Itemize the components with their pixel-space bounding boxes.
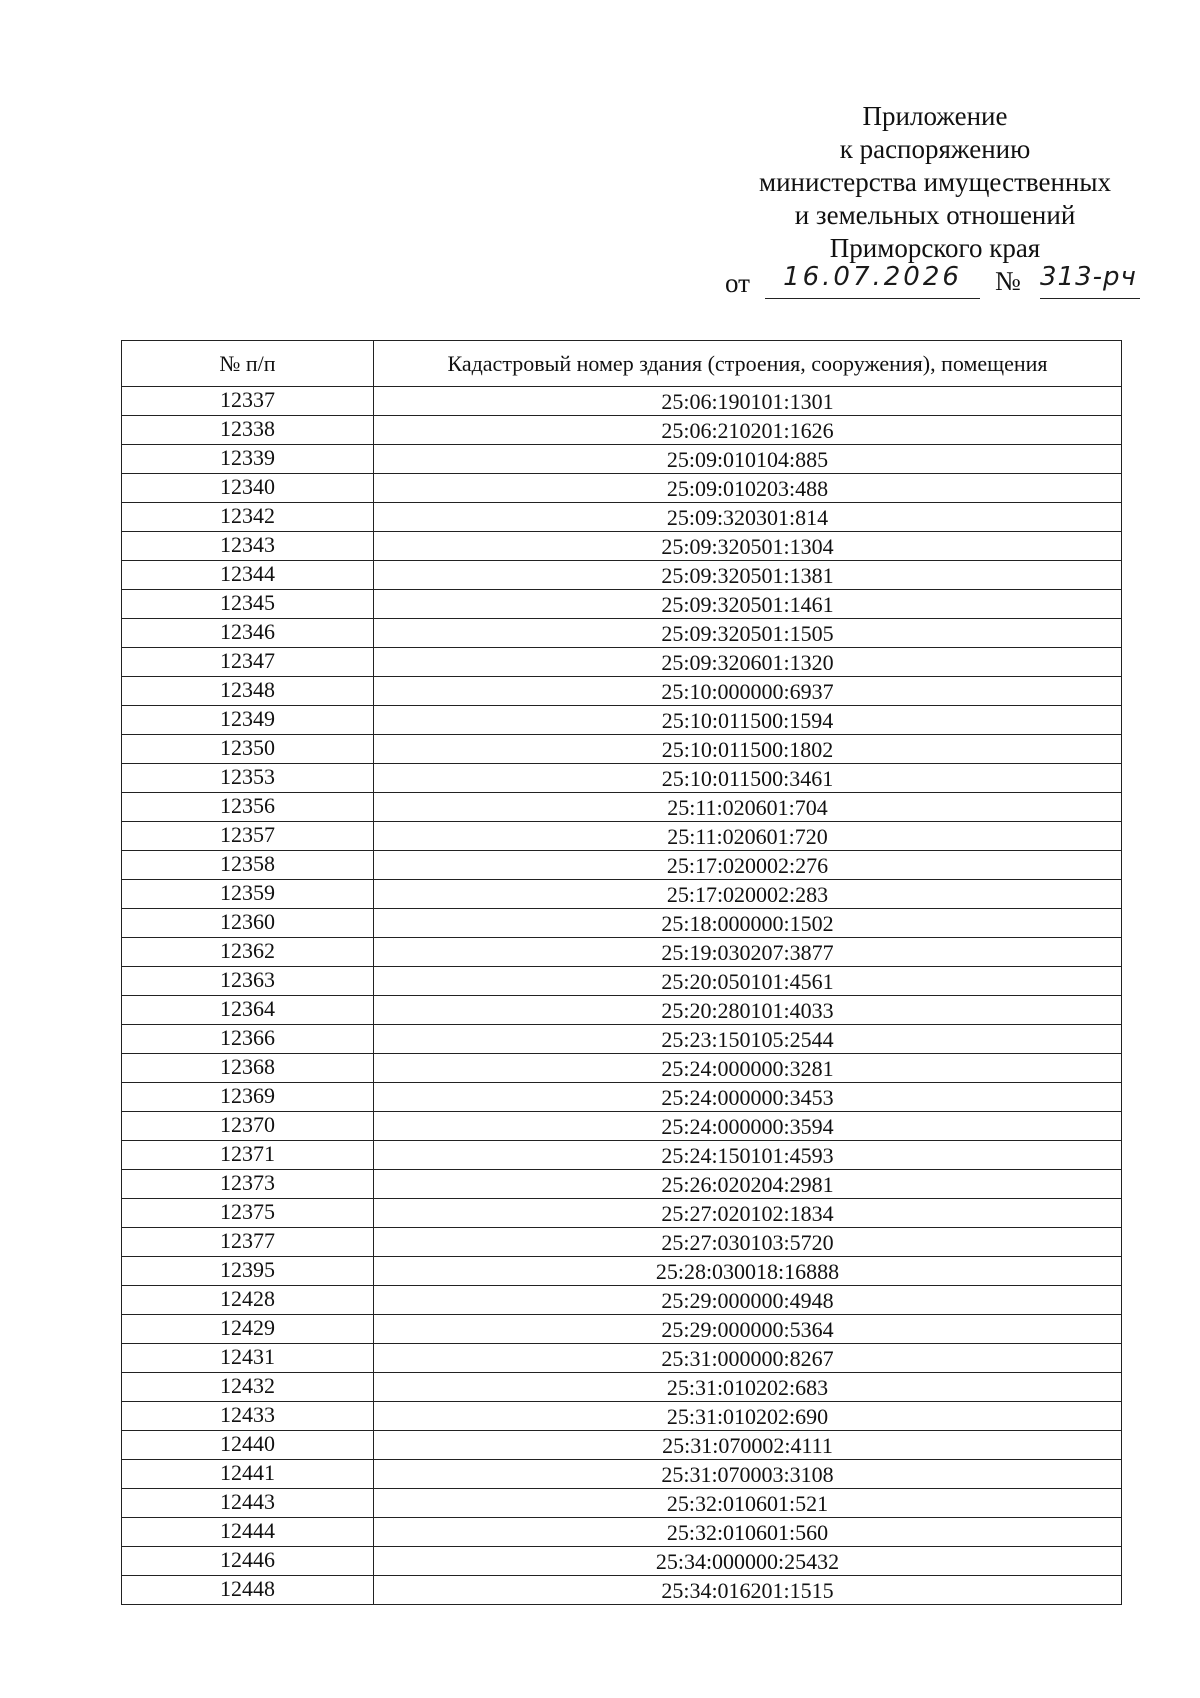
row-index-cell: 12360 — [122, 909, 374, 938]
row-cadastral-number-cell: 25:09:320501:1505 — [374, 619, 1122, 648]
table-row — [122, 1112, 1122, 1141]
row-index-cell: 12342 — [122, 503, 374, 532]
header-line-appendix: Приложение — [862, 101, 1008, 131]
row-cadastral-number-cell: 25:09:010203:488 — [374, 474, 1122, 503]
row-cadastral-number-cell: 25:34:016201:1515 — [374, 1576, 1122, 1605]
row-cadastral-number-cell: 25:10:011500:1802 — [374, 735, 1122, 764]
table-row — [122, 503, 1122, 532]
row-cadastral-number-cell: 25:31:070002:4111 — [374, 1431, 1122, 1460]
header-line-to-order: к распоряжению — [839, 134, 1031, 164]
row-index-cell: 12348 — [122, 677, 374, 706]
row-cadastral-number-cell: 25:18:000000:1502 — [374, 909, 1122, 938]
row-cadastral-number-cell: 25:20:280101:4033 — [374, 996, 1122, 1025]
table-row — [122, 880, 1122, 909]
row-index-cell: 12395 — [122, 1257, 374, 1286]
row-cadastral-number-cell: 25:24:000000:3281 — [374, 1054, 1122, 1083]
row-cadastral-number-cell: 25:28:030018:16888 — [374, 1257, 1122, 1286]
table-row — [122, 1489, 1122, 1518]
header-line-ministry: министерства имущественных — [759, 167, 1111, 197]
row-index-cell: 12362 — [122, 938, 374, 967]
row-cadastral-number-cell: 25:34:000000:25432 — [374, 1547, 1122, 1576]
row-index-cell: 12339 — [122, 445, 374, 474]
row-cadastral-number-cell: 25:27:020102:1834 — [374, 1199, 1122, 1228]
row-index-cell: 12373 — [122, 1170, 374, 1199]
row-cadastral-number-cell: 25:20:050101:4561 — [374, 967, 1122, 996]
column-header-index: № п/п — [122, 341, 374, 387]
row-cadastral-number-cell: 25:19:030207:3877 — [374, 938, 1122, 967]
row-index-cell: 12345 — [122, 590, 374, 619]
row-cadastral-number-cell: 25:24:000000:3453 — [374, 1083, 1122, 1112]
table-row — [122, 851, 1122, 880]
row-cadastral-number-cell: 25:31:010202:690 — [374, 1402, 1122, 1431]
table-row — [122, 938, 1122, 967]
row-cadastral-number-cell: 25:06:190101:1301 — [374, 387, 1122, 416]
header-line-relations: и земельных отношений — [794, 200, 1076, 230]
row-index-cell: 12446 — [122, 1547, 374, 1576]
row-index-cell: 12338 — [122, 416, 374, 445]
appendix-header — [740, 100, 1130, 265]
table-row — [122, 532, 1122, 561]
row-index-cell: 12377 — [122, 1228, 374, 1257]
header-line-region: Приморского края — [829, 233, 1041, 263]
row-index-cell: 12363 — [122, 967, 374, 996]
row-index-cell: 12444 — [122, 1518, 374, 1547]
row-cadastral-number-cell: 25:32:010601:521 — [374, 1489, 1122, 1518]
cadastral-table — [121, 340, 1122, 1605]
row-cadastral-number-cell: 25:26:020204:2981 — [374, 1170, 1122, 1199]
row-cadastral-number-cell: 25:09:010104:885 — [374, 445, 1122, 474]
row-cadastral-number-cell: 25:09:320601:1320 — [374, 648, 1122, 677]
row-index-cell: 12346 — [122, 619, 374, 648]
table-row — [122, 474, 1122, 503]
table-row — [122, 1518, 1122, 1547]
row-index-cell: 12431 — [122, 1344, 374, 1373]
table-row — [122, 1402, 1122, 1431]
table-row — [122, 445, 1122, 474]
table-row — [122, 909, 1122, 938]
table-row — [122, 1257, 1122, 1286]
row-cadastral-number-cell: 25:11:020601:704 — [374, 793, 1122, 822]
table-row — [122, 1344, 1122, 1373]
row-index-cell: 12433 — [122, 1402, 374, 1431]
row-cadastral-number-cell: 25:09:320501:1461 — [374, 590, 1122, 619]
table-row — [122, 1054, 1122, 1083]
table-row — [122, 735, 1122, 764]
row-cadastral-number-cell: 25:24:150101:4593 — [374, 1141, 1122, 1170]
row-index-cell: 12366 — [122, 1025, 374, 1054]
table-row — [122, 1547, 1122, 1576]
table-row — [122, 1576, 1122, 1605]
row-cadastral-number-cell: 25:29:000000:5364 — [374, 1315, 1122, 1344]
row-cadastral-number-cell: 25:17:020002:276 — [374, 851, 1122, 880]
row-cadastral-number-cell: 25:27:030103:5720 — [374, 1228, 1122, 1257]
table-row — [122, 1460, 1122, 1489]
row-cadastral-number-cell: 25:10:011500:1594 — [374, 706, 1122, 735]
row-index-cell: 12369 — [122, 1083, 374, 1112]
row-cadastral-number-cell: 25:32:010601:560 — [374, 1518, 1122, 1547]
row-index-cell: 12368 — [122, 1054, 374, 1083]
table-row — [122, 967, 1122, 996]
table-row — [122, 1083, 1122, 1112]
table-row — [122, 1431, 1122, 1460]
decree-reference — [725, 262, 1145, 302]
row-index-cell: 12375 — [122, 1199, 374, 1228]
row-index-cell: 12429 — [122, 1315, 374, 1344]
row-cadastral-number-cell: 25:23:150105:2544 — [374, 1025, 1122, 1054]
row-index-cell: 12364 — [122, 996, 374, 1025]
row-index-cell: 12347 — [122, 648, 374, 677]
from-label: от — [725, 268, 750, 298]
row-index-cell: 12353 — [122, 764, 374, 793]
row-cadastral-number-cell: 25:06:210201:1626 — [374, 416, 1122, 445]
row-cadastral-number-cell: 25:24:000000:3594 — [374, 1112, 1122, 1141]
table-row — [122, 822, 1122, 851]
row-index-cell: 12350 — [122, 735, 374, 764]
table-row — [122, 677, 1122, 706]
row-index-cell: 12358 — [122, 851, 374, 880]
cadastral-table-wrapper — [121, 340, 1121, 1605]
table-row — [122, 793, 1122, 822]
row-index-cell: 12344 — [122, 561, 374, 590]
table-row — [122, 387, 1122, 416]
row-index-cell: 12343 — [122, 532, 374, 561]
column-header-cadastral-number: Кадастровый номер здания (строения, сооружения), помещения — [374, 341, 1122, 387]
table-row — [122, 1286, 1122, 1315]
table-row — [122, 1141, 1122, 1170]
table-row — [122, 1199, 1122, 1228]
table-row — [122, 1170, 1122, 1199]
table-row — [122, 561, 1122, 590]
row-cadastral-number-cell: 25:10:000000:6937 — [374, 677, 1122, 706]
table-row — [122, 706, 1122, 735]
row-index-cell: 12340 — [122, 474, 374, 503]
row-index-cell: 12432 — [122, 1373, 374, 1402]
row-index-cell: 12357 — [122, 822, 374, 851]
number-label: № — [995, 266, 1021, 296]
row-index-cell: 12371 — [122, 1141, 374, 1170]
decree-number: 313-рч — [1040, 262, 1140, 299]
row-cadastral-number-cell: 25:10:011500:3461 — [374, 764, 1122, 793]
row-cadastral-number-cell: 25:09:320501:1381 — [374, 561, 1122, 590]
table-row — [122, 1228, 1122, 1257]
table-header-row — [122, 341, 1122, 387]
row-index-cell: 12359 — [122, 880, 374, 909]
table-row — [122, 648, 1122, 677]
row-index-cell: 12448 — [122, 1576, 374, 1605]
row-index-cell: 12440 — [122, 1431, 374, 1460]
row-index-cell: 12441 — [122, 1460, 374, 1489]
row-index-cell: 12443 — [122, 1489, 374, 1518]
table-row — [122, 590, 1122, 619]
row-cadastral-number-cell: 25:31:000000:8267 — [374, 1344, 1122, 1373]
row-cadastral-number-cell: 25:17:020002:283 — [374, 880, 1122, 909]
table-row — [122, 416, 1122, 445]
table-row — [122, 1373, 1122, 1402]
table-row — [122, 764, 1122, 793]
row-cadastral-number-cell: 25:11:020601:720 — [374, 822, 1122, 851]
row-cadastral-number-cell: 25:29:000000:4948 — [374, 1286, 1122, 1315]
table-row — [122, 619, 1122, 648]
table-row — [122, 1315, 1122, 1344]
row-cadastral-number-cell: 25:31:010202:683 — [374, 1373, 1122, 1402]
row-cadastral-number-cell: 25:09:320501:1304 — [374, 532, 1122, 561]
decree-date: 16.07.2026 — [765, 262, 980, 299]
row-index-cell: 12356 — [122, 793, 374, 822]
row-index-cell: 12337 — [122, 387, 374, 416]
row-index-cell: 12349 — [122, 706, 374, 735]
row-cadastral-number-cell: 25:31:070003:3108 — [374, 1460, 1122, 1489]
table-row — [122, 996, 1122, 1025]
row-index-cell: 12370 — [122, 1112, 374, 1141]
row-index-cell: 12428 — [122, 1286, 374, 1315]
row-cadastral-number-cell: 25:09:320301:814 — [374, 503, 1122, 532]
table-row — [122, 1025, 1122, 1054]
